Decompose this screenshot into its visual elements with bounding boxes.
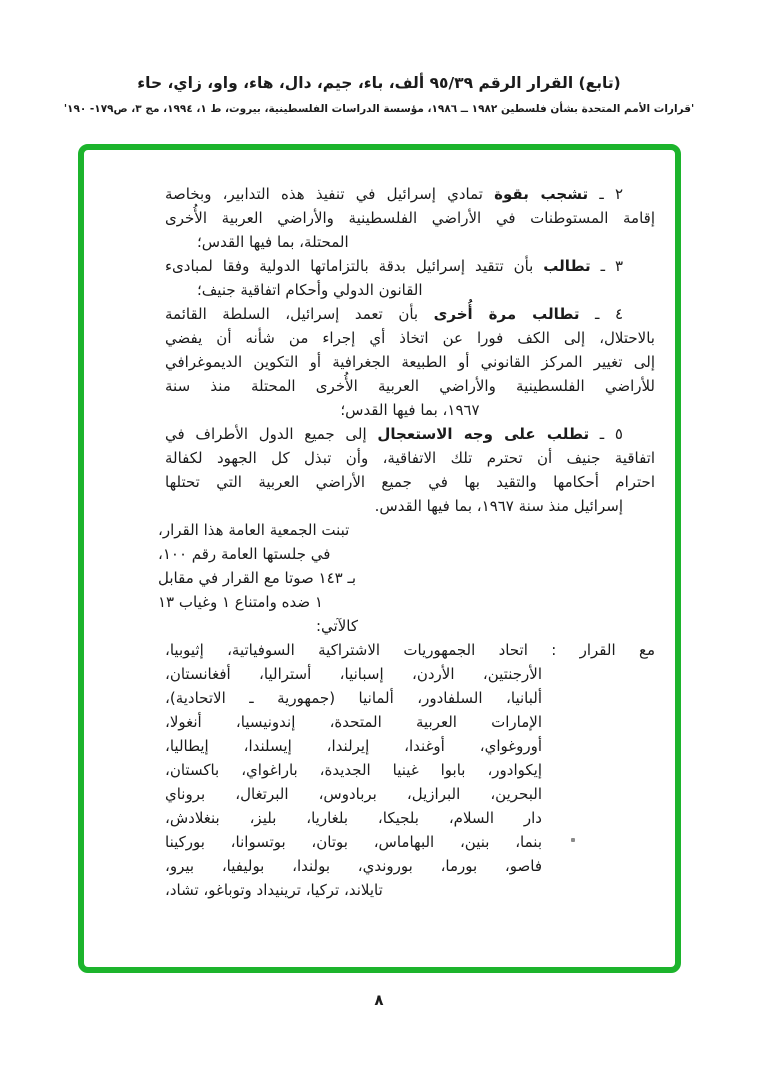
text-line	[165, 326, 655, 350]
paragraph-block	[165, 254, 655, 302]
document-text-column	[158, 182, 655, 902]
text-line	[165, 686, 542, 710]
text-line	[165, 854, 542, 878]
text-segment: دار السلام، بلجيكا، بلغاريا، بليز، بنغلادش،	[165, 809, 542, 827]
scan-artifact-dot	[571, 838, 575, 842]
text-segment: ٢ ـ	[588, 185, 623, 203]
bold-text-segment: تشجب بقوة	[494, 185, 589, 203]
text-line	[165, 494, 655, 518]
text-line	[158, 518, 358, 542]
text-line	[165, 710, 542, 734]
text-line	[158, 542, 358, 566]
text-line	[158, 566, 358, 590]
text-segment: ٥ ـ	[589, 425, 623, 443]
header-resolution-title: (تابع) القرار الرقم ٩٥/٣٩ ألف، باء، جيم، دال، هاء، واو، زاي، حاء	[137, 74, 621, 92]
text-line	[165, 206, 655, 230]
text-line	[165, 302, 655, 326]
adoption-block	[158, 518, 358, 638]
text-segment: بأن تتقيد إسرائيل بدقة بالتزاماتها الدولية وفقا لمبادىء	[165, 257, 544, 275]
text-segment: أوروغواي، أوغندا، إيرلندا، إيسلندا، إيطاليا،	[165, 737, 542, 755]
text-segment: بنما، بنين، البهاماس، بوتان، بوتسوانا، بوركينا	[165, 833, 542, 851]
text-segment: تبنت الجمعية العامة هذا القرار،	[158, 521, 350, 539]
text-segment: بالاحتلال، إلى الكف فورا عن اتخاذ أي إجراء من شأنه أن يفضي	[165, 329, 655, 347]
text-line	[165, 662, 542, 686]
text-line	[165, 278, 655, 302]
text-line	[165, 422, 655, 446]
text-segment: تمادي إسرائيل في تنفيذ هذه التدابير، وبخاصة	[165, 185, 495, 203]
text-line	[165, 734, 542, 758]
text-line	[158, 614, 358, 638]
bold-text-segment: تطالب	[543, 257, 591, 275]
text-segment: البحرين، البرازيل، بربادوس، البرتغال، بروناي	[165, 785, 542, 803]
text-segment: إلى جميع الدول الأطراف في	[165, 425, 378, 443]
text-segment: بأن تعمد إسرائيل، السلطة القائمة	[165, 305, 434, 323]
text-line	[165, 350, 655, 374]
paragraph-block	[165, 302, 655, 422]
text-segment: ١ ضده وامتناع ١ وغياب ١٣	[158, 593, 323, 611]
text-line	[165, 182, 655, 206]
text-segment: بـ ١٤٣ صوتا مع القرار في مقابل	[158, 569, 357, 587]
text-segment: ألبانيا، السلفادور، ألمانيا (جمهورية ـ الاتحادية)،	[165, 689, 542, 707]
text-segment: إيكوادور، بابوا غينيا الجديدة، باراغواي، باكستان،	[165, 761, 542, 779]
bold-text-segment: تطلب على وجه الاستعجال	[377, 425, 590, 443]
page-number: ٨	[374, 991, 384, 1009]
text-line	[165, 254, 655, 278]
text-line	[165, 782, 542, 806]
text-line	[165, 470, 655, 494]
text-segment: إسرائيل منذ سنة ١٩٦٧، بما فيها القدس.	[374, 497, 623, 515]
text-segment: احترام أحكامها والتقيد بها في جميع الأراضي العربية التي تحتلها	[165, 473, 655, 491]
text-line	[165, 878, 542, 902]
text-segment: للأراضي الفلسطينية والأراضي العربية الأُخرى المحتلة منذ سنة	[165, 377, 655, 395]
text-segment: الإمارات العربية المتحدة، إندونيسيا، أنغولا،	[165, 713, 542, 731]
text-line	[165, 374, 655, 398]
text-segment: اتفاقية جنيف أن تحترم تلك الاتفاقية، وأن تبذل كل الجهود لكفالة	[165, 449, 655, 467]
text-segment: القانون الدولي وأحكام اتفاقية جنيف؛	[197, 281, 423, 299]
votes-block	[165, 638, 655, 902]
paragraph-block	[165, 182, 655, 254]
text-segment: كالآتي:	[316, 617, 358, 635]
text-segment: إقامة المستوطنات في الأراضي الفلسطينية والأراضي العربية الأُخرى	[165, 209, 655, 227]
text-segment: إلى تغيير المركز القانوني أو الطبيعة الجغرافية أو التكوين الديموغرافي	[165, 353, 655, 371]
paragraph-block	[165, 422, 655, 518]
text-segment: فاصو، بورما، بوروندي، بولندا، بوليفيا، بيرو،	[165, 857, 542, 875]
bold-text-segment: تطالب مرة أُخرى	[433, 305, 580, 323]
text-segment: في جلستها العامة رقم ١٠٠،	[158, 545, 331, 563]
text-segment: الأرجنتين، الأردن، إسبانيا، أستراليا، أفغانستان،	[165, 665, 542, 683]
text-segment: ٣ ـ	[590, 257, 623, 275]
text-line	[165, 638, 655, 662]
text-line	[158, 590, 358, 614]
text-line	[165, 230, 655, 254]
header-source-citation: 'قرارات الأمم المتحدة بشأن فلسطين ١٩٨٢ ــ ١٩٨٦، مؤسسة الدراسات الفلسطينية، بيروت، ط ١، ١٩٩٤، مج ٣، ص١٧٩- ١٩٠'	[63, 103, 695, 115]
text-segment: مع القرار : اتحاد الجمهوريات الاشتراكية السوفياتية، إثيوبيا،	[165, 641, 655, 659]
text-line	[165, 830, 542, 854]
text-line	[165, 758, 542, 782]
green-border-frame	[78, 144, 681, 973]
text-segment: ١٩٦٧، بما فيها القدس؛	[340, 401, 480, 419]
text-line	[165, 398, 655, 422]
text-segment: تايلاند، تركيا، ترينيداد وتوباغو، تشاد،	[165, 881, 383, 899]
text-line	[165, 446, 655, 470]
text-line	[165, 806, 542, 830]
text-segment: ٤ ـ	[579, 305, 624, 323]
text-segment: المحتلة، بما فيها القدس؛	[197, 233, 349, 251]
